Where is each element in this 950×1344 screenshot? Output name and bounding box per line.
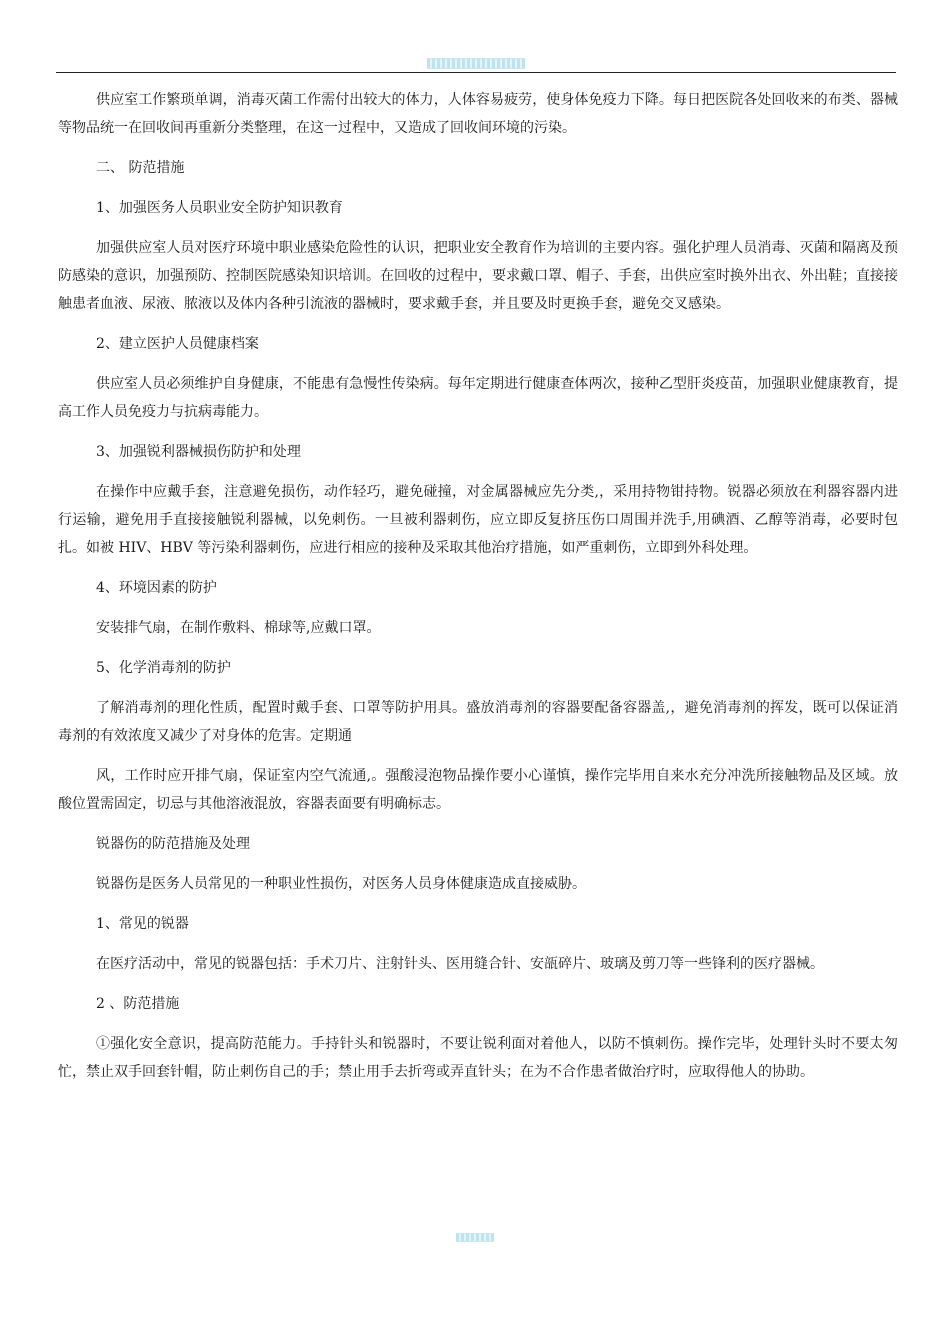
section-heading: 二、 防范措施 xyxy=(96,160,185,176)
subheading: 5、化学消毒剂的防护 xyxy=(96,660,231,676)
paragraph: 锐器伤是医务人员常见的一种职业性损伤，对医务人员身体健康造成直接威胁。 xyxy=(96,876,586,892)
header-watermark xyxy=(427,58,525,69)
document-body xyxy=(58,86,898,1098)
paragraph: 供应室工作繁琐单调，消毒灭菌工作需付出较大的体力，人体容易疲劳，使身体免疫力下降。每日把医院各处回收来的布类、器械等物品统一在回收间再重新分类整理，在这一过程中，又造成了回收间环境的污染。 xyxy=(58,92,898,136)
header-rule xyxy=(56,72,896,73)
paragraph: 了解消毒剂的理化性质，配置时戴手套、口罩等防护用具。盛放消毒剂的容器要配备容器盖,，避免消毒剂的挥发，既可以保证消毒剂的有效浓度又减少了对身体的危害。定期通 xyxy=(58,700,898,744)
subheading: 1、常见的锐器 xyxy=(96,916,189,932)
paragraph: 在操作中应戴手套，注意避免损伤，动作轻巧，避免碰撞，对金属器械应先分类,，采用持物钳持物。锐器必须放在利器容器内进行运输，避免用手直接接触锐利器械，以免刺伤。一旦被利器刺伤，应立即反复挤压伤口周围并洗手,用碘酒、乙醇等消毒，必要时包扎。如被 HIV、HBV 等污染利器刺伤，应进行相应的接种及采取其他治疗措施，如严重刺伤，立即到外科处理。 xyxy=(58,484,898,556)
subheading: 4、环境因素的防护 xyxy=(96,580,217,596)
subheading: 2、建立医护人员健康档案 xyxy=(96,336,259,352)
footer-watermark xyxy=(456,1233,494,1242)
paragraph: 风，工作时应开排气扇，保证室内空气流通,。强酸浸泡物品操作要小心谨慎，操作完毕用自来水充分冲洗所接触物品及区域。放酸位置需固定，切忌与其他溶液混放，容器表面要有明确标志。 xyxy=(58,768,898,812)
subheading: 1、加强医务人员职业安全防护知识教育 xyxy=(96,200,343,216)
paragraph: ①强化安全意识，提高防范能力。手持针头和锐器时，不要让锐利面对着他人，以防不慎刺伤。操作完毕，处理针头时不要太匆忙，禁止双手回套针帽，防止刺伤自己的手；禁止用手去折弯或弄直针头；在为不合作患者做治疗时，应取得他人的协助。 xyxy=(58,1036,898,1080)
paragraph: 安装排气扇，在制作敷料、棉球等,应戴口罩。 xyxy=(96,620,381,636)
paragraph: 供应室人员必须维护自身健康，不能患有急慢性传染病。每年定期进行健康查体两次，接种乙型肝炎疫苗，加强职业健康教育，提高工作人员免疫力与抗病毒能力。 xyxy=(58,376,898,420)
subheading: 2 、防范措施 xyxy=(96,996,180,1012)
paragraph: 加强供应室人员对医疗环境中职业感染危险性的认识，把职业安全教育作为培训的主要内容。强化护理人员消毒、灭菌和隔离及预防感染的意识，加强预防、控制医院感染知识培训。在回收的过程中，要求戴口罩、帽子、手套，出供应室时换外出衣、外出鞋；直接接触患者血液、尿液、脓液以及体内各种引流液的器械时，要求戴手套，并且要及时更换手套，避免交叉感染。 xyxy=(58,240,898,312)
subheading: 3、加强锐利器械损伤防护和处理 xyxy=(96,444,301,460)
paragraph: 在医疗活动中，常见的锐器包括：手术刀片、注射针头、医用缝合针、安瓿碎片、玻璃及剪刀等一些锋利的医疗器械。 xyxy=(96,956,824,972)
section-heading: 锐器伤的防范措施及处理 xyxy=(96,836,250,852)
